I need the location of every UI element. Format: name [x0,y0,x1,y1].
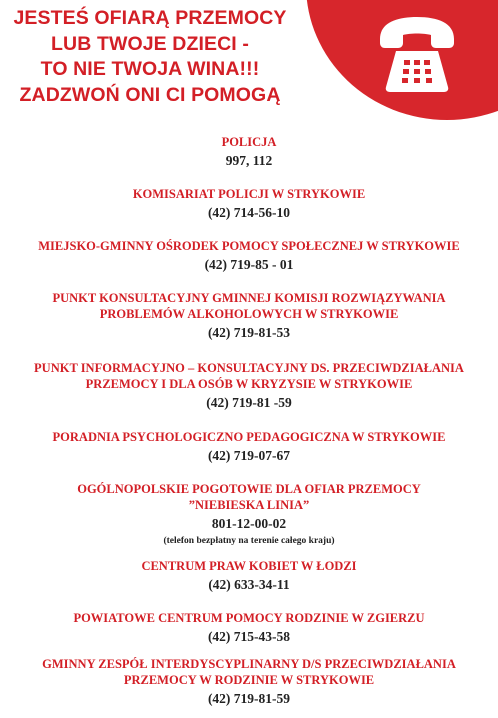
contact-name: ”NIEBIESKA LINIA” [188,498,310,512]
contact-entry [0,610,498,646]
contact-name: MIEJSKO-GMINNY OŚRODEK POMOCY SPOŁECZNEJ W STRYKOWIE [38,239,460,253]
headline-line: JESTEŚ OFIARĄ PRZEMOCY [13,7,287,29]
contact-name: OGÓLNOPOLSKIE POGOTOWIE DLA OFIAR PRZEMOCY [77,482,421,496]
contact-name: GMINNY ZESPÓŁ INTERDYSCYPLINARNY D/S PRZECIWDZIAŁANIA [42,657,456,671]
contact-name: POLICJA [221,135,277,149]
headline-line: LUB TWOJE DZIECI - [51,32,249,55]
contact-name: PRZEMOCY I DLA OSÓB W KRYZYSIE W STRYKOWIE [85,377,413,391]
contact-entry [0,134,498,170]
contact-phone: (42) 719-07-67 [207,448,291,463]
headline-line: ZADZWOŃ ONI CI POMOGĄ [19,83,281,106]
contact-name: PUNKT INFORMACYJNO – KONSULTACYJNY DS. PRZECIWDZIAŁANIA [34,361,464,375]
contact-phone: (42) 719-81-53 [207,325,291,340]
contact-phone: 997, 112 [225,153,273,168]
contact-name: POWIATOWE CENTRUM POMOCY RODZINIE W ZGIERZU [73,611,425,625]
contact-entry [0,429,498,465]
contact-entry [0,360,498,412]
contact-entry [0,290,498,342]
contact-name: KOMISARIAT POLICJI W STRYKOWIE [132,187,366,201]
contact-phone: (42) 714-56-10 [207,205,291,220]
contact-phone: (42) 719-81 -59 [206,395,292,410]
contact-entry [0,481,498,547]
contact-entry [0,186,498,222]
contact-entry [0,238,498,274]
contact-phone: (42) 633-34-11 [208,577,290,592]
telephone-icon [372,13,462,95]
contact-note: (telefon bezpłatny na terenie całego kraju) [163,536,335,546]
contact-phone: (42) 719-81-59 [207,691,291,706]
headline-line: TO NIE TWOJA WINA!!! [40,58,260,80]
contact-entry [0,558,498,594]
contact-name: CENTRUM PRAW KOBIET W ŁODZI [141,559,357,573]
contact-name: PORADNIA PSYCHOLOGICZNO PEDAGOGICZNA W STRYKOWIE [52,430,446,444]
contact-name: PRZEMOCY W RODZINIE W STRYKOWIE [123,673,375,687]
contact-phone: (42) 715-43-58 [207,629,291,644]
contact-phone: (42) 719-85 - 01 [204,257,294,272]
contact-entry [0,656,498,708]
contact-phone: 801-12-00-02 [211,516,287,531]
header [0,0,498,125]
contact-name: PROBLEMÓW ALKOHOLOWYCH W STRYKOWIE [99,307,399,321]
headline [0,6,300,108]
contact-name: PUNKT KONSULTACYJNY GMINNEJ KOMISJI ROZWIĄZYWANIA [52,291,446,305]
